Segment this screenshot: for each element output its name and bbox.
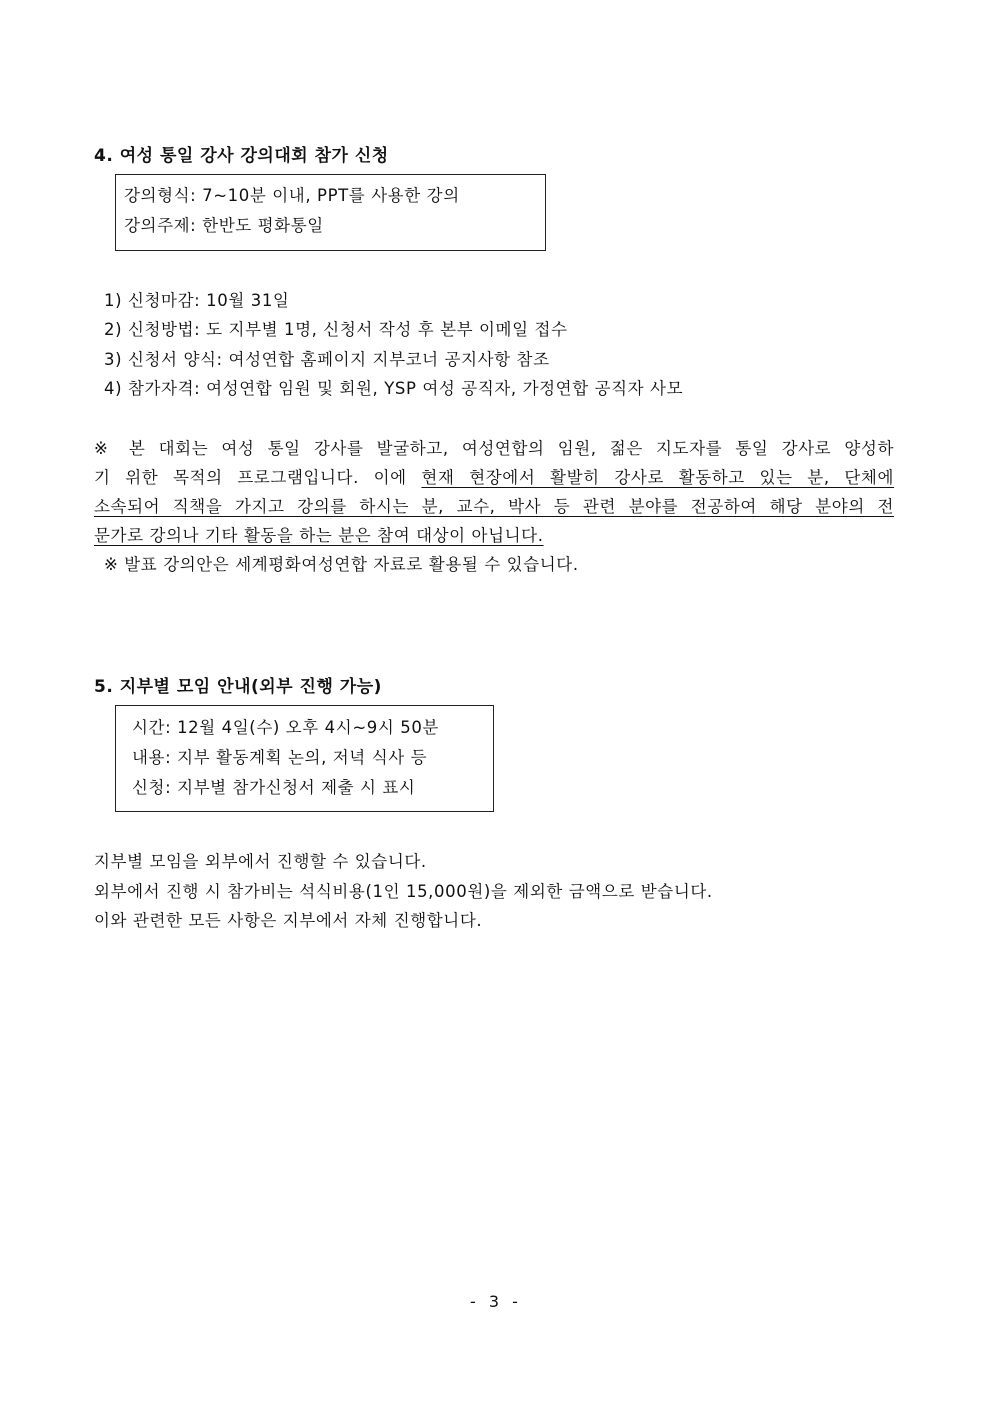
section5-info-box [115,705,494,812]
list-item-method: 2) 신청방법: 도 지부별 1명, 신청서 작성 후 본부 이메일 접수 [104,320,568,339]
paragraph-line-1: 지부별 모임을 외부에서 진행할 수 있습니다. [94,852,427,871]
box-line-format: 강의형식: 7~10분 이내, PPT를 사용한 강의 [124,186,460,205]
section4-info-box [115,174,546,251]
section5-heading: 5. 지부별 모임 안내(외부 진행 가능) [94,677,382,697]
note-line-2 [94,463,894,493]
paragraph-line-3: 이와 관련한 모든 사항은 지부에서 자체 진행합니다. [94,911,483,930]
paragraph-line-2: 외부에서 진행 시 참가비는 석식비용(1인 15,000원)을 제외한 금액으로 받습니다. [94,882,713,901]
box-line-content: 내용: 지부 활동계획 논의, 저녁 식사 등 [132,748,428,767]
note-line-3: 소속되어 직책을 가지고 강의를 하시는 분, 교수, 박사 등 관련 분야를 전공하여 해당 분야의 전 [94,497,894,516]
note-line-2-underlined: 현재 현장에서 활발히 강사로 활동하고 있는 분, 단체에 [421,468,894,487]
note-line-4: 문가로 강의나 기타 활동을 하는 분은 참여 대상이 아닙니다. [94,526,544,545]
box-line-application: 신청: 지부별 참가신청서 제출 시 표시 [132,778,416,797]
note-line-1: ※ 본 대회는 여성 통일 강사를 발굴하고, 여성연합의 임원, 젊은 지도자를 통일 강사로 양성하 [94,439,894,458]
page-number: - 3 - [470,1292,522,1311]
box-line-topic: 강의주제: 한반도 평화통일 [124,216,324,235]
section4-heading: 4. 여성 통일 강사 강의대회 참가 신청 [94,146,389,166]
list-item-deadline: 1) 신청마감: 10월 31일 [104,291,290,310]
box-line-time: 시간: 12월 4일(수) 오후 4시~9시 50분 [132,718,439,737]
list-item-form: 3) 신청서 양식: 여성연합 홈페이지 지부코너 공지사항 참조 [104,350,550,369]
note-2: ※ 발표 강의안은 세계평화여성연합 자료로 활용될 수 있습니다. [104,555,579,574]
note-line-2-plain: 기 위한 목적의 프로그램입니다. 이에 [94,468,422,487]
list-item-eligibility: 4) 참가자격: 여성연합 임원 및 회원, YSP 여성 공직자, 가정연합 공직자 사모 [104,379,684,398]
